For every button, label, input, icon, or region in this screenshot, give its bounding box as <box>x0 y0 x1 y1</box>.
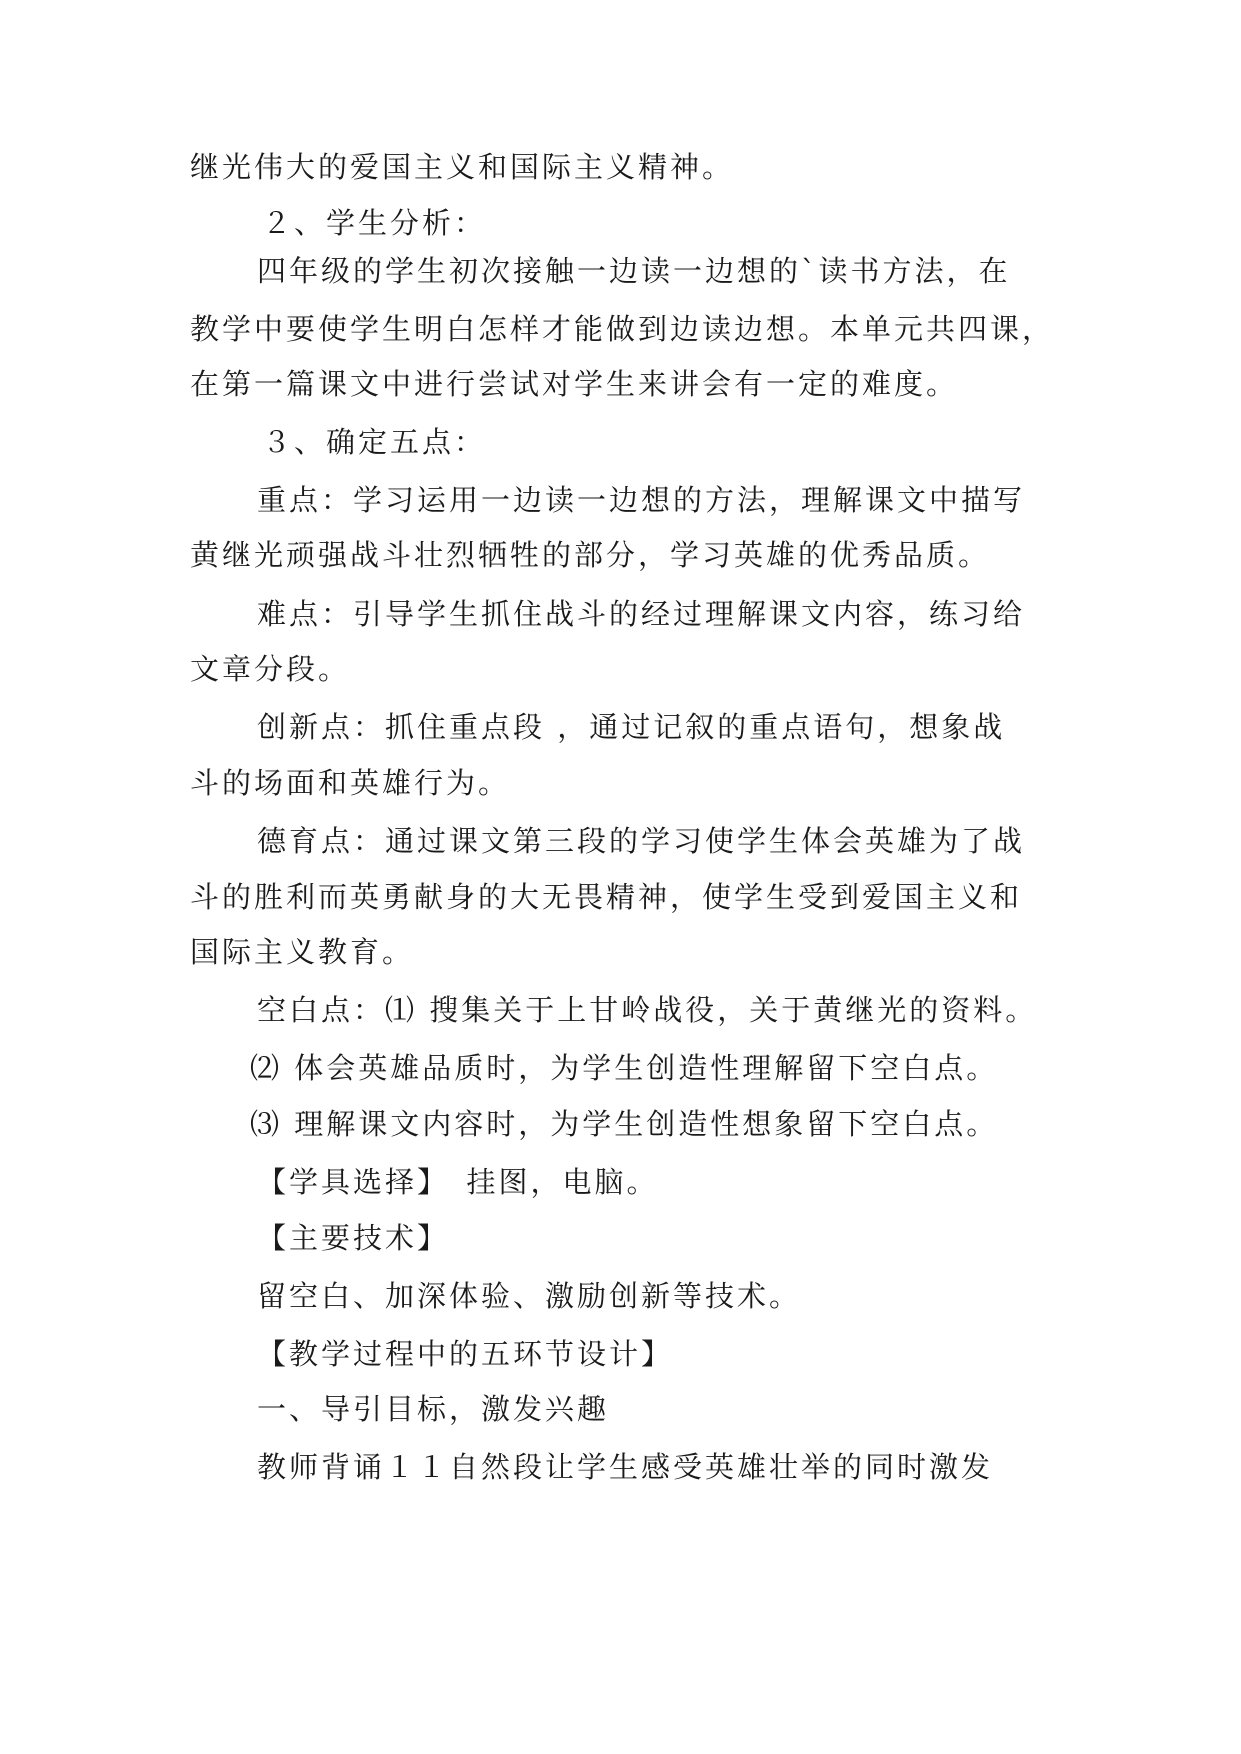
text-line-18: ⑶ 理解课文内容时，为学生创造性想象留下空白点。 <box>250 1107 999 1141</box>
section-heading-five-points: ３、确定五点： <box>262 425 487 459</box>
text-line-16: 空白点：⑴ 搜集关于上甘岭战役，关于黄继光的资料。 <box>257 993 1038 1027</box>
text-line-19: 【学具选择】 挂图，电脑。 <box>257 1165 659 1199</box>
text-line-24: 教师背诵１１自然段让学生感受英雄壮举的同时激发 <box>257 1450 994 1484</box>
text-line-1: 继光伟大的爱国主义和国际主义精神。 <box>190 150 735 184</box>
text-line-8: 黄继光顽强战斗壮烈牺牲的部分，学习英雄的优秀品质。 <box>190 538 991 572</box>
text-line-3: 四年级的学生初次接触一边读一边想的`读书方法，在 <box>257 254 1011 288</box>
text-line-7: 重点：学习运用一边读一边想的方法，理解课文中描写 <box>257 483 1026 517</box>
text-line-15: 国际主义教育。 <box>190 935 415 969</box>
text-line-5: 在第一篇课文中进行尝试对学生来讲会有一定的难度。 <box>190 367 959 401</box>
text-line-14: 斗的胜利而英勇献身的大无畏精神，使学生受到爱国主义和 <box>190 880 1023 914</box>
section-heading-guide-goals: 一、导引目标，激发兴趣 <box>257 1392 610 1426</box>
section-heading-student-analysis: ２、学生分析： <box>262 206 487 240</box>
text-line-17: ⑵ 体会英雄品质时，为学生创造性理解留下空白点。 <box>250 1051 999 1085</box>
text-line-9: 难点：引导学生抓住战斗的经过理解课文内容，练习给 <box>257 597 1026 631</box>
text-line-21: 留空白、加深体验、激励创新等技术。 <box>257 1279 802 1313</box>
text-line-4: 教学中要使学生明白怎样才能做到边读边想。本单元共四课， <box>190 312 1055 346</box>
text-line-11: 创新点：抓住重点段 ，通过记叙的重点语句，想象战 <box>257 710 1006 744</box>
section-heading-teaching-process: 【教学过程中的五环节设计】 <box>257 1337 674 1371</box>
text-line-10: 文章分段。 <box>190 652 351 686</box>
section-heading-main-techniques: 【主要技术】 <box>257 1221 450 1255</box>
text-line-13: 德育点：通过课文第三段的学习使学生体会英雄为了战 <box>257 824 1026 858</box>
text-line-12: 斗的场面和英雄行为。 <box>190 766 511 800</box>
